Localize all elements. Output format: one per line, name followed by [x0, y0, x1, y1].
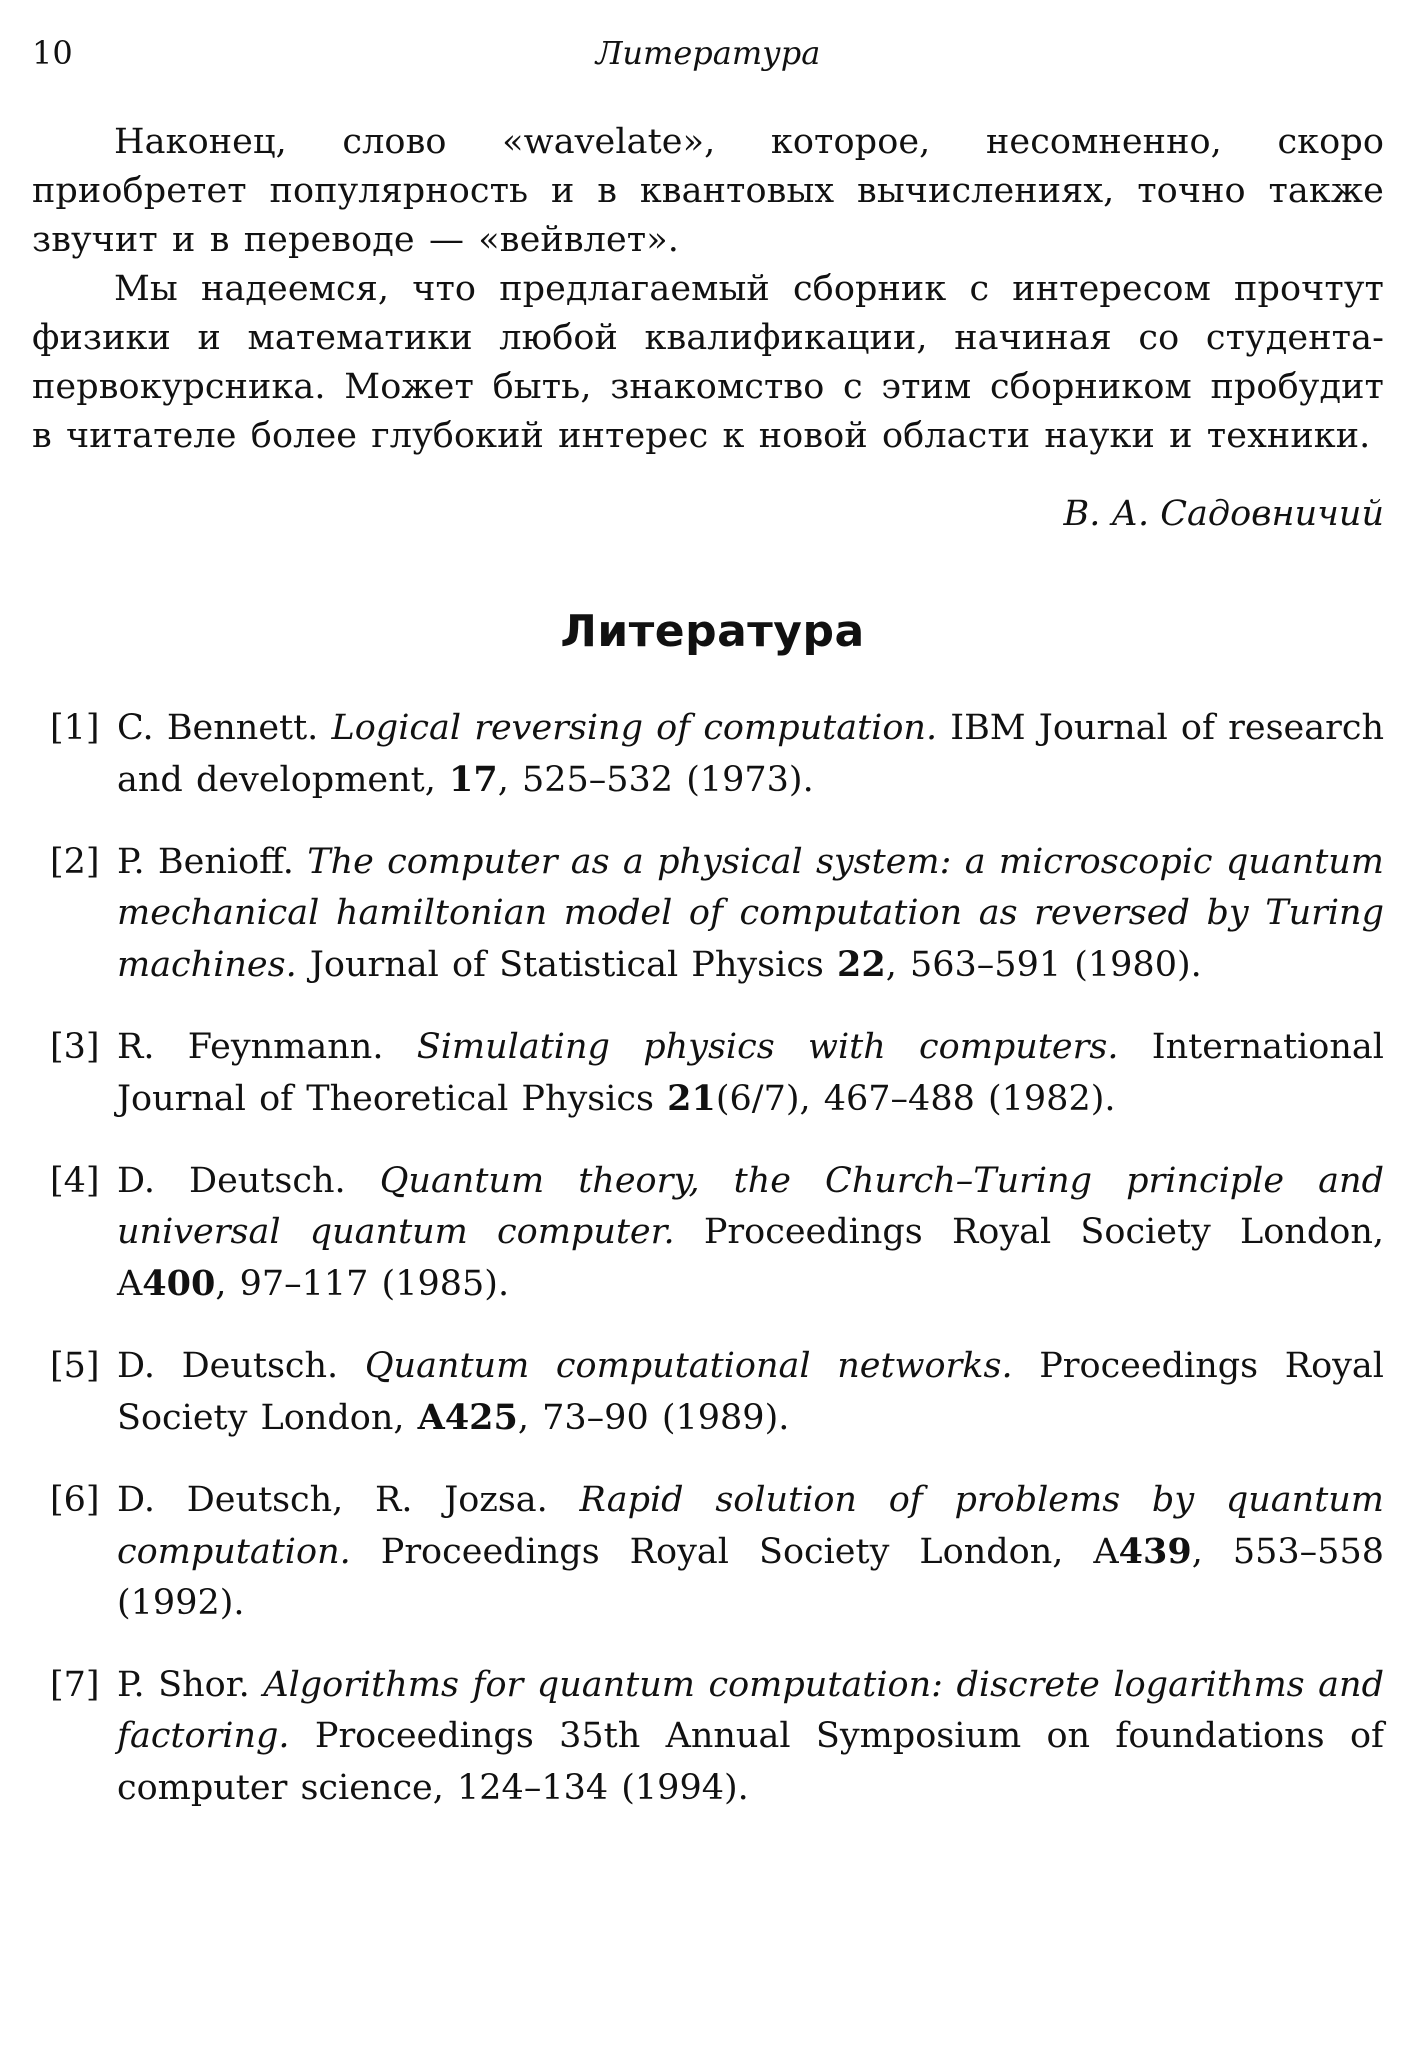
reference-item-3	[32, 1022, 1384, 1125]
running-title: Литература	[595, 34, 821, 72]
reference-number: [5]	[50, 1346, 100, 1386]
page-number: 10	[32, 34, 73, 72]
reference-author: C. Bennett.	[117, 708, 319, 748]
reference-source: IBM Journal of research and development,	[117, 708, 1384, 800]
reference-source: Journal of Statistical Physics	[309, 945, 824, 985]
reference-volume: 439	[1118, 1531, 1192, 1572]
intro-text	[32, 118, 1384, 461]
reference-author: R. Feynmann.	[117, 1027, 384, 1067]
reference-author: P. Shor.	[117, 1665, 250, 1705]
reference-pages-year: , 97–117 (1985).	[215, 1264, 510, 1304]
reference-item-1	[32, 703, 1384, 806]
reference-item-4	[32, 1156, 1384, 1310]
reference-title: The computer as a physical system: a microscopic quantum mechanical hamiltonian model of computation as reversed by Turing machines.	[117, 842, 1384, 985]
reference-source: Proceedings 35th Annual Symposium on foundations of computer science, 124–134 (1994).	[117, 1716, 1384, 1808]
reference-pages-year: , 525–532 (1973).	[497, 760, 814, 800]
intro-paragraph-2: Мы надеемся, что предлагаемый сборник с интересом прочтут физики и математики любой квалификации, начиная со студента-первокурсника. Может быть, знакомство с этим сборником пробудит в читателе более глубокий интерес к новой области науки и техники.	[32, 269, 1384, 456]
reference-author: D. Deutsch.	[117, 1161, 346, 1201]
reference-source: Proceedings Royal Society London, A	[380, 1532, 1119, 1572]
reference-item-2	[32, 837, 1384, 991]
reference-source: Proceedings Royal Society London, A	[117, 1212, 1384, 1304]
reference-pages-year: , 73–90 (1989).	[517, 1398, 790, 1438]
reference-volume: A425	[417, 1397, 518, 1438]
reference-title: Quantum computational networks.	[364, 1346, 1013, 1386]
reference-volume: 17	[449, 759, 498, 800]
running-head	[32, 34, 1384, 76]
reference-author: D. Deutsch.	[117, 1346, 339, 1386]
reference-pages-year: , 563–591 (1980).	[885, 945, 1202, 985]
reference-pages-year: , 553–558 (1992).	[117, 1532, 1384, 1623]
reference-list	[32, 703, 1384, 1845]
reference-number: [1]	[50, 708, 100, 748]
reference-source: Proceedings Royal Society London,	[117, 1346, 1384, 1438]
reference-number: [2]	[50, 842, 100, 882]
reference-author: P. Benioff.	[117, 842, 294, 882]
reference-author: D. Deutsch, R. Jozsa.	[117, 1480, 548, 1520]
reference-source: International Journal of Theoretical Physics	[117, 1027, 1384, 1119]
reference-volume: 400	[142, 1263, 216, 1304]
reference-volume: 21	[667, 1078, 716, 1119]
reference-item-5	[32, 1341, 1384, 1444]
reference-number: [7]	[50, 1665, 100, 1705]
bibliography-heading: Литература	[560, 606, 865, 657]
reference-title: Quantum theory, the Church–Turing principle and universal quantum computer.	[117, 1161, 1384, 1252]
reference-pages-year: (6/7), 467–488 (1982).	[715, 1079, 1116, 1119]
reference-title: Logical reversing of computation.	[331, 708, 938, 748]
reference-number: [4]	[50, 1161, 100, 1201]
reference-title: Algorithms for quantum computation: discrete logarithms and factoring.	[117, 1665, 1384, 1756]
author-signature: В. А. Садовничий	[1063, 494, 1384, 534]
reference-number: [6]	[50, 1480, 100, 1520]
intro-paragraph-1: Наконец, слово «wavelate», которое, несомненно, скоро приобретет популярность и в квантовых вычислениях, точно также звучит и в переводе — «вейвлет».	[32, 122, 1384, 260]
reference-item-7	[32, 1660, 1384, 1814]
reference-volume: 22	[837, 944, 886, 985]
reference-item-6	[32, 1475, 1384, 1629]
reference-title: Simulating physics with computers.	[416, 1027, 1119, 1067]
reference-title: Rapid solution of problems by quantum computation.	[117, 1480, 1384, 1572]
reference-number: [3]	[50, 1027, 100, 1067]
